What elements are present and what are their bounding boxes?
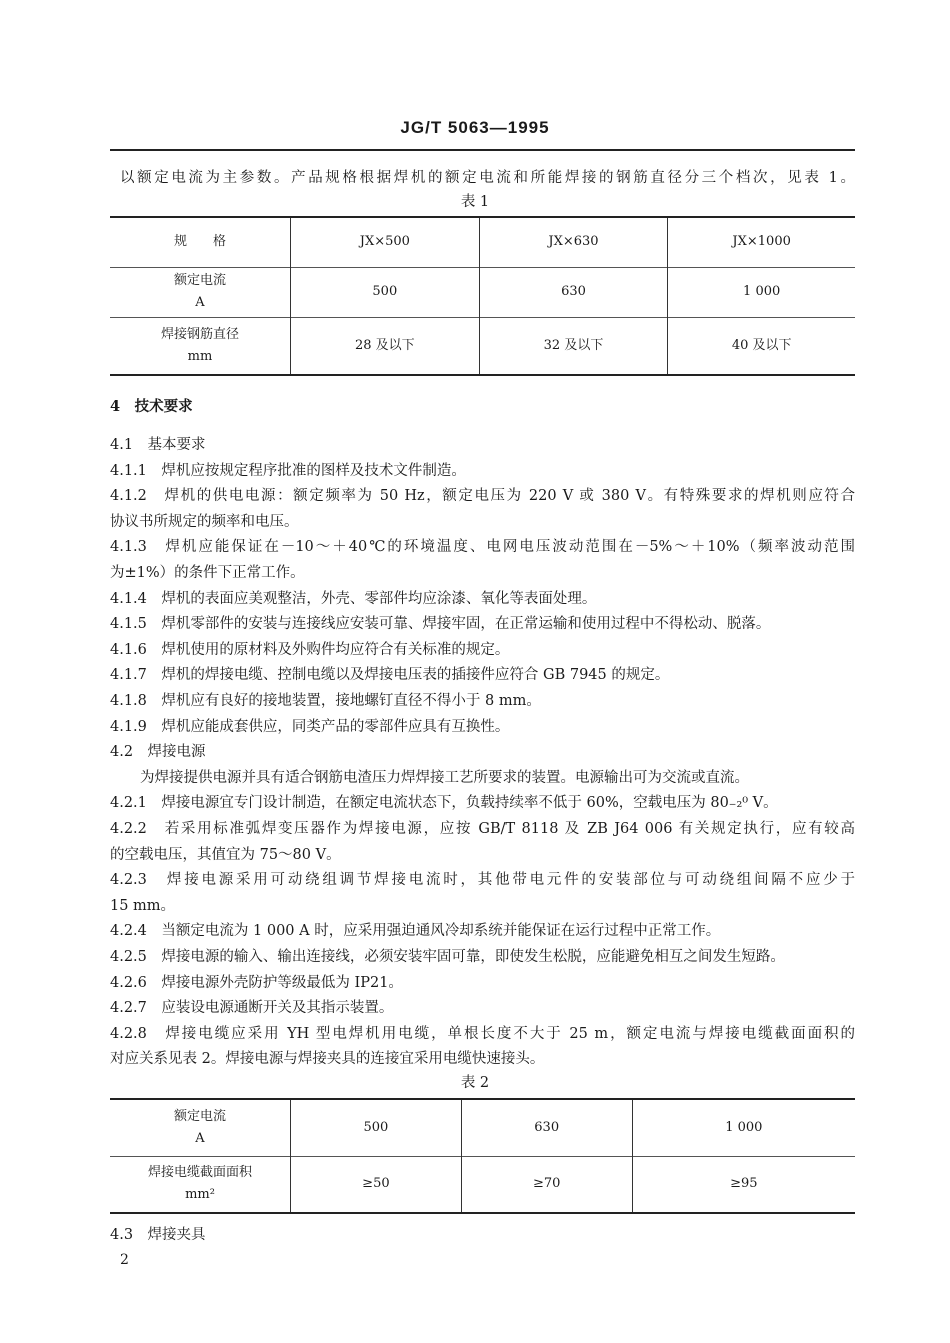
table-cell: 1 000 bbox=[632, 1099, 855, 1156]
row-label bbox=[110, 267, 291, 317]
paragraph-line: 4.1.4 焊机的表面应美观整洁，外壳、零部件均应涂漆、氧化等表面处理。 bbox=[110, 590, 597, 607]
paragraph-line: 4.1.2 焊机的供电电源：额定频率为 50 Hz，额定电压为 220 V 或 380 V。有特殊要求的焊机则应符合 bbox=[110, 488, 855, 505]
row-label bbox=[110, 317, 291, 375]
paragraph-line: 4.2.7 应装设电源通断开关及其指示装置。 bbox=[110, 1000, 394, 1017]
table-cell: 500 bbox=[291, 267, 480, 317]
row-label-line: mm bbox=[187, 348, 213, 364]
paragraph-line: 4.1 基本要求 bbox=[110, 437, 206, 453]
paragraph-line: 4.2.1 焊接电源宜专门设计制造，在额定电流状态下，负载持续率不低于 60%，空载电压为 80₋₂⁰ V。 bbox=[110, 795, 778, 812]
paragraph-line: 4.1.9 焊机应能成套供应，同类产品的零部件应具有互换性。 bbox=[110, 718, 510, 735]
paragraph-line: 4.1.6 焊机使用的原材料及外购件均应符合有关标准的规定。 bbox=[110, 641, 510, 658]
table-cell: 1 000 bbox=[668, 267, 855, 317]
table-cell: 630 bbox=[479, 267, 668, 317]
table2-caption: 表 2 bbox=[460, 1075, 490, 1091]
table-cell: JX×1000 bbox=[668, 217, 855, 267]
paragraph-line: 4 技术要求 bbox=[110, 398, 193, 415]
row-label-line: 额定电流 bbox=[173, 1108, 226, 1124]
paragraph-line: 15 mm。 bbox=[110, 897, 176, 914]
table-cell: 630 bbox=[461, 1099, 632, 1156]
paragraph-line: 协议书所规定的频率和电压。 bbox=[110, 513, 299, 530]
paragraph-line: 为焊接提供电源并具有适合钢筋电渣压力焊焊接工艺所要求的装置。电源输出可为交流或直流。 bbox=[140, 769, 749, 786]
paragraph-line: 4.1.1 焊机应按规定程序批准的图样及技术文件制造。 bbox=[110, 462, 466, 479]
row-label bbox=[110, 217, 291, 267]
paragraph-line: 4.2.8 焊接电缆应采用 YH 型电焊机用电缆，单根长度不大于 25 m，额定电流与焊接电缆截面面积的 bbox=[110, 1025, 855, 1042]
table-cell: ≥95 bbox=[632, 1156, 855, 1213]
paragraph-line: 4.1.7 焊机的焊接电缆、控制电缆以及焊接电压表的插接件应符合 GB 7945 的规定。 bbox=[110, 667, 670, 684]
table1-caption: 表 1 bbox=[460, 194, 490, 210]
table-cell: ≥50 bbox=[291, 1156, 462, 1213]
row-label-line: 焊接钢筋直径 bbox=[160, 326, 239, 342]
paragraph-line: 4.2.2 若采用标准弧焊变压器作为焊接电源，应按 GB/T 8118 及 ZB J64 006 有关规定执行，应有较高 bbox=[110, 821, 855, 837]
table-row bbox=[110, 267, 855, 317]
table-cell: JX×630 bbox=[479, 217, 668, 267]
row-label bbox=[110, 1099, 291, 1156]
document-header: JG/T 5063—1995 bbox=[400, 118, 550, 137]
row-label-line: A bbox=[195, 1130, 205, 1146]
paragraph-line: 4.1.8 焊机应有良好的接地装置，接地螺钉直径不得小于 8 mm。 bbox=[110, 693, 541, 709]
paragraph-line: 4.2.4 当额定电流为 1 000 A 时，应采用强迫通风冷却系统并能保证在运行过程中正常工作。 bbox=[110, 923, 721, 940]
row-label bbox=[110, 1156, 291, 1213]
paragraph-line: 4.2.5 焊接电源的输入、输出连接线，必须安装牢固可靠，即使发生松脱，应能避免相互之间发生短路。 bbox=[110, 949, 785, 965]
table-row bbox=[110, 1099, 855, 1156]
header-rule bbox=[110, 149, 855, 151]
paragraph-line: 对应关系见表 2。焊接电源与焊接夹具的连接宜采用电缆快速接头。 bbox=[110, 1051, 545, 1068]
table-cell: 28 及以下 bbox=[291, 317, 480, 375]
row-label-line: A bbox=[195, 295, 205, 310]
table-cell: 40 及以下 bbox=[668, 317, 855, 375]
table-row bbox=[110, 317, 855, 375]
row-label-line: 焊接电缆截面面积 bbox=[147, 1165, 252, 1181]
page-number: 2 bbox=[120, 1252, 129, 1268]
table-cell: 32 及以下 bbox=[479, 317, 668, 375]
paragraph-line: 4.2.6 焊接电源外壳防护等级最低为 IP21。 bbox=[110, 974, 403, 991]
row-label-line: 规 格 bbox=[173, 234, 226, 250]
table-cell: ≥70 bbox=[461, 1156, 632, 1213]
paragraph-line: 4.1.3 焊机应能保证在－10～＋40℃的环境温度、电网电压波动范围在－5%～＋10%（频率波动范围 bbox=[110, 539, 855, 556]
paragraph-line: 4.2 焊接电源 bbox=[110, 744, 206, 761]
table-cell: 500 bbox=[291, 1099, 462, 1156]
table-2 bbox=[110, 1098, 855, 1214]
section-4-3-heading: 4.3 焊接夹具 bbox=[110, 1227, 206, 1243]
row-label-line: 额定电流 bbox=[173, 273, 226, 288]
table-1 bbox=[110, 216, 855, 376]
paragraph-line: 的空载电压，其值宜为 75～80 V。 bbox=[110, 846, 341, 863]
intro-paragraph: 以额定电流为主参数。产品规格根据焊机的额定电流和所能焊接的钢筋直径分三个档次，见表 1。 bbox=[120, 170, 855, 186]
paragraph-line: 为±1%）的条件下正常工作。 bbox=[110, 565, 305, 581]
paragraph-line: 4.1.5 焊机零部件的安装与连接线应安装可靠、焊接牢固，在正常运输和使用过程中不得松动、脱落。 bbox=[110, 616, 771, 633]
table-cell: JX×500 bbox=[291, 217, 480, 267]
table-row bbox=[110, 1156, 855, 1213]
paragraph-line: 4.2.3 焊接电源采用可动绕组调节焊接电流时，其他带电元件的安装部位与可动绕组间隔不应少于 bbox=[110, 872, 855, 889]
row-label-line: mm² bbox=[185, 1187, 215, 1203]
table-row bbox=[110, 217, 855, 267]
